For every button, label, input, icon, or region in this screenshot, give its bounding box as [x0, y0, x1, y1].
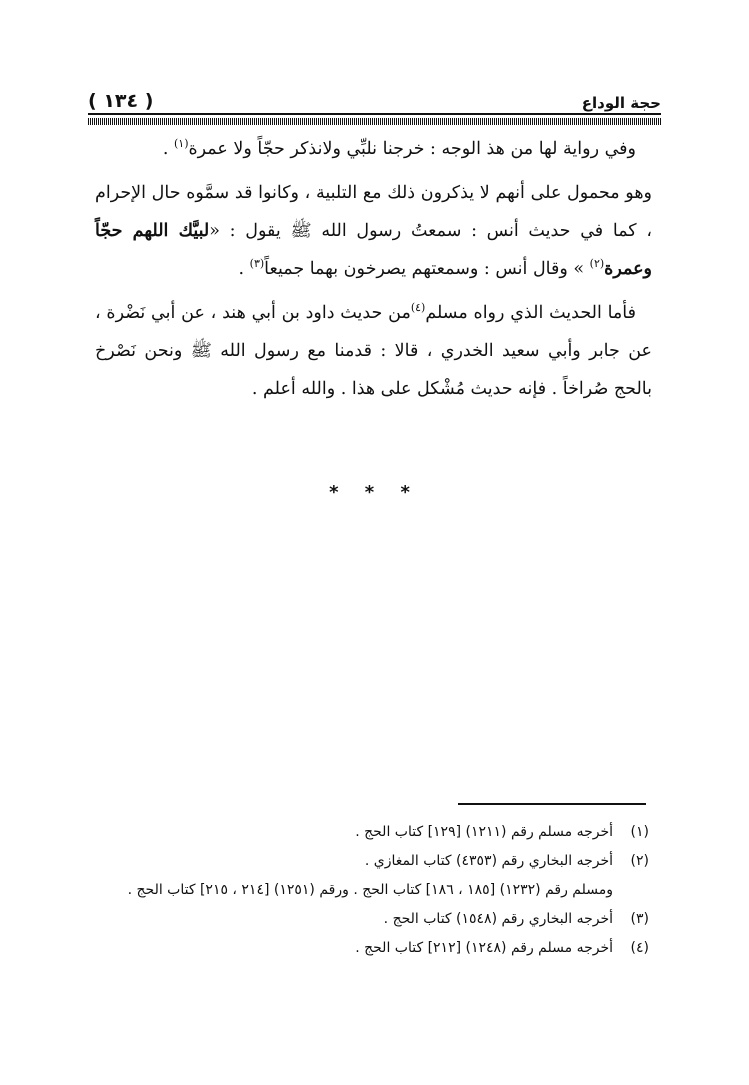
footnote-text: أخرجه مسلم رقم (١٢٤٨) [٢١٢] كتاب الحج . [355, 940, 613, 956]
footnote-ref-2: (٢) [589, 257, 605, 271]
header-rule [88, 113, 661, 115]
paragraph-1 [95, 130, 652, 168]
page-number: ( ١٣٤ ) [88, 90, 154, 112]
footnote-number: (٢) [630, 853, 649, 869]
header-decorative-band [88, 118, 661, 125]
paragraph-1-end: . [162, 139, 174, 159]
footnote-ref-3: (٣) [249, 257, 265, 271]
footnote-number: (٤) [630, 940, 649, 956]
footnote-text: أخرجه مسلم رقم (١٢١١) [١٢٩] كتاب الحج . [355, 824, 613, 840]
footnote-number: (١) [630, 824, 649, 840]
footnote-item [100, 934, 649, 963]
paragraph-2-text-a: وهو محمول على أنهم لا يذكرون ذلك مع التلبية ، وكانوا قد سمَّوه حال الإحرام ، كما في حديث أنس : سمعتُ رسول الله ﷺ يقول : « [95, 183, 652, 241]
section-separator: * * * [329, 482, 420, 503]
paragraph-2-text-b: » وقال أنس : وسمعتهم يصرخون بهما جميعاً [264, 259, 590, 279]
footnote-ref-1: (١) [173, 137, 189, 151]
main-text [95, 130, 652, 414]
footnote-item [100, 818, 649, 847]
footnote-number: (٣) [630, 911, 649, 927]
paragraph-1-text: وفي رواية لها من هذ الوجه : خرجنا نلبِّي ولانذكر حجّاً ولا عمرة [188, 139, 636, 159]
paragraph-3-text-a: فأما الحديث الذي رواه مسلم [425, 303, 636, 323]
footnote-item [100, 905, 649, 934]
paragraph-2 [95, 174, 652, 288]
footnote-item [100, 847, 649, 876]
paragraph-3-text-b: من حديث داود بن أبي هند ، عن أبي نَضْرة ، عن جابر وأبي سعيد الخدري ، قالا : قدمنا مع رسول الله ﷺ ونحن نَصْرخ بالحج صُراخاً . فإنه حديث مُشْكل على هذا . والله أعلم . [95, 303, 652, 399]
running-title: حجة الوداع [581, 94, 661, 112]
footnote-rule [458, 803, 646, 805]
paragraph-2-end: . [238, 259, 250, 279]
footnote-text: أخرجه البخاري رقم (١٥٤٨) كتاب الحج . [383, 911, 613, 927]
paragraph-3 [95, 294, 652, 408]
footnote-text: أخرجه البخاري رقم (٤٣٥٣) كتاب المغازي . [364, 853, 613, 869]
page-header [88, 84, 661, 112]
footnote-ref-4: (٤) [410, 301, 426, 315]
footnotes [100, 818, 649, 963]
talbiya-quote: لبيَّك اللهم حجّاً وعمرة [95, 221, 652, 279]
footnote-continuation: ومسلم رقم (١٢٣٢) [١٨٥ ، ١٨٦] كتاب الحج . ورقم (١٢٥١) [٢١٤ ، ٢١٥] كتاب الحج . [127, 882, 613, 898]
